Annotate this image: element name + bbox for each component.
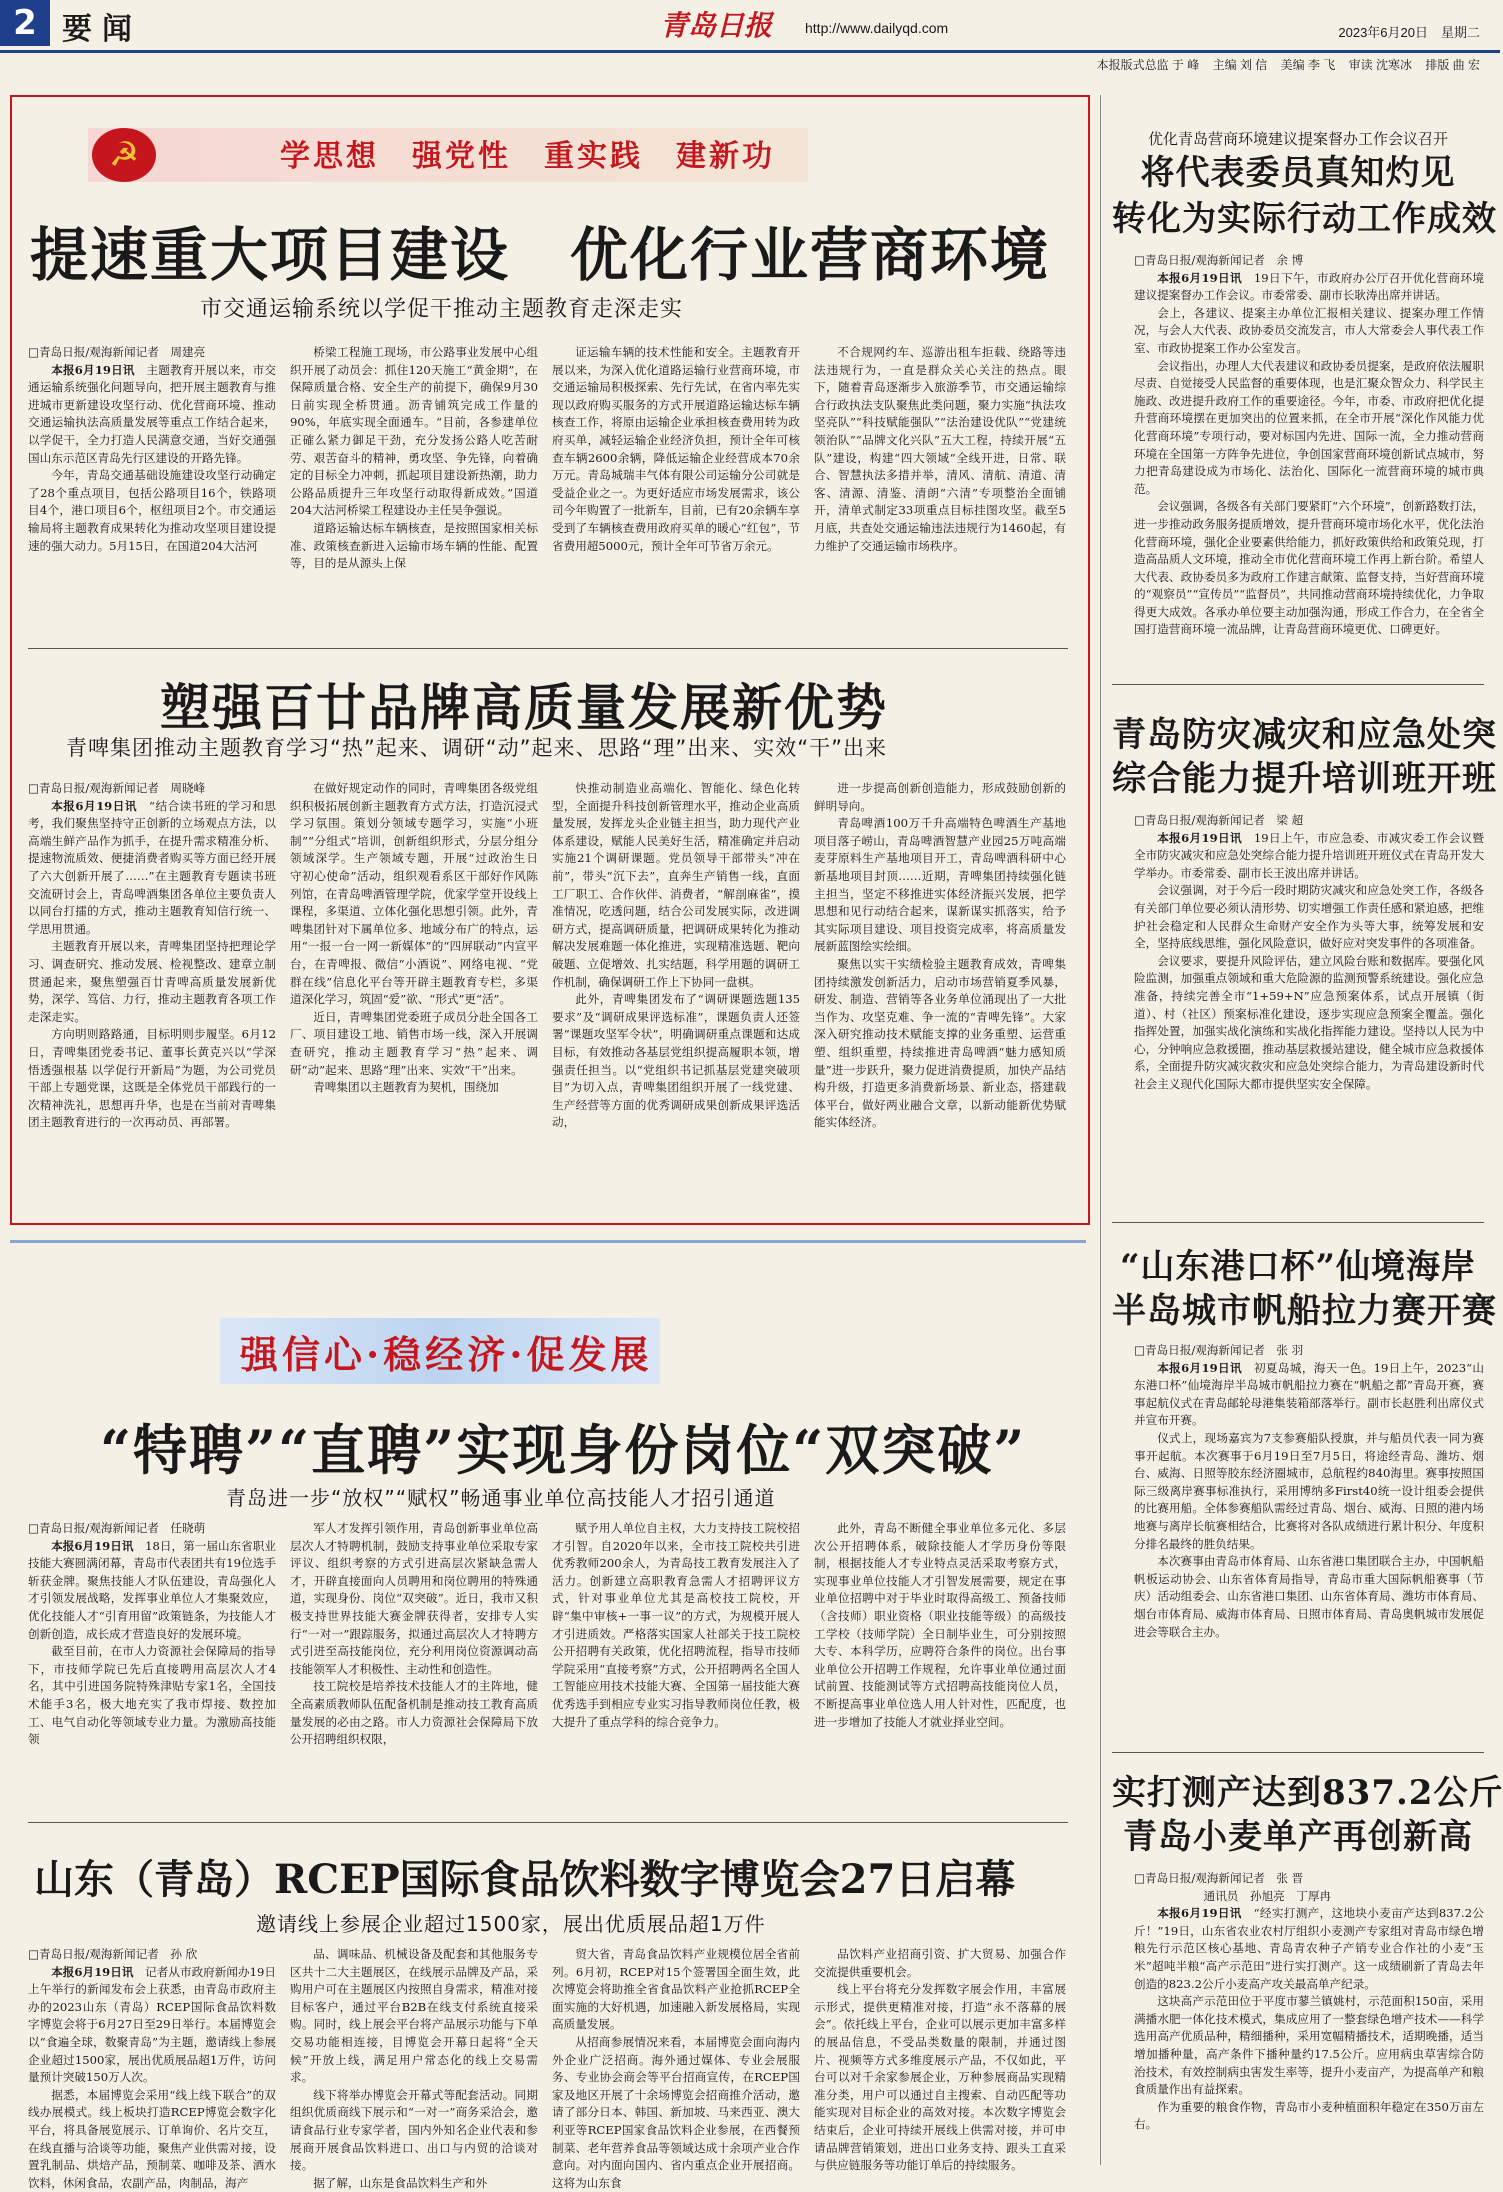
article1-col4 [814, 344, 1066, 630]
article2-headline: 塑强百廿品牌高质量发展新优势 [160, 678, 888, 737]
paragraph: 本报6月19日讯 主题教育开展以来，市交通运输系统强化问题导向，把开展主题教育与推进城市更新建设攻坚行动、优化营商环境、推动交通运输执法高质量发展等重点工作结合起来，以学促干，全力打造人民满意交通，当好交通强国山东示范区青岛先行区建设的开路先锋。 [28, 362, 276, 465]
article-text [814, 1946, 1066, 2175]
divider [28, 1822, 1068, 1823]
paragraph: 本报6月19日讯 初夏岛城，海天一色。19日上午，2023“山东港口杯”仙境海岸半岛城市帆船拉力赛在“帆船之都”青岛开赛，赛事起航仪式在青岛邮轮母港集装箱部落举行。副市长赵胜利出席仪式并宣布开赛。 [1134, 1360, 1485, 1428]
article-text [1134, 830, 1484, 1094]
article-text [1134, 270, 1484, 639]
article-text [28, 362, 276, 556]
article2-subtitle: 青啤集团推动主题教育学习“热”起来、调研“动”起来、思路“理”出来、实效“干”出来 [66, 736, 888, 760]
article-text [552, 780, 800, 1132]
article3-col1 [28, 1520, 276, 1802]
article-text [290, 780, 550, 1097]
paragraph: 方向明则路路通，目标明则步履坚。6月12日，青啤集团党委书记、董事长黄克兴以“学深悟透强根基 以学促行开新局”为题，为公司党员干部上专题党课，这既是全体党员干部践行的一次精神洗礼，思想再升华，也是在当前对青啤集团主题教育进行的一次再动员、再部署。 [28, 1027, 276, 1130]
article-text [1134, 1360, 1484, 1642]
paragraph: 会议指出，办理人大代表建议和政协委员提案，是政府依法履职尽责、自觉接受人民监督的重要体现，也是汇聚众智众力、科学民主施政、改进提升政府工作的重要途径。今年，市委、市政府把优化提升营商环境摆在更加突出的位置来抓，在全市开展“深化作风能力优化营商环境”专项行动，要对标国内先进、国际一流，全力推动营商环境在全国第一方阵争先进位，争创国家营商环境创新试点城市，努力把青岛建设成为市场化、法治化、国际化一流营商环境的城市典范。 [1134, 358, 1484, 496]
article-text [814, 344, 1066, 555]
paragraph: 这块高产示范田位于平度市蓼兰镇姚村，示范面积150亩，采用满播水肥一体化技术模式，集成应用了一整套绿色增产技术——科学选用高产优质品种，精细播种，采用宽幅精播技术，适期晚播，适当增加播种量，高产条件下播种量约17.5公斤。应用病虫草害综合防治技术，有效控制病虫害发生率等，提升小麦亩产，为提高单产和粮食质量作出有益探索。 [1134, 1994, 1484, 2097]
article4-col4 [814, 1946, 1066, 2173]
paragraph: 会议要求，要提升风险评估，建立风险台账和数据库。要强化风险监测，加强重点领域和重大危险源的监测预警系统建设。强化应急准备，持续完善全市“1+59+N”应急预案体系，试点开展镇（街道）、村（社区）预案标准化建设，逐步实现应急预案全覆盖。强化指挥处置，加强实战化演练和实战化指挥能力建设。坚持以人民为中心，分钟响应急救援圈，推动基层救援站建设，健全城市应急救援体系，全面提升防灾减灾救灾和应急处突综合能力，为青岛建设新时代社会主义现代化国际大都市提供坚实安全保障。 [1134, 953, 1484, 1091]
article-text [28, 1538, 276, 1749]
article3-col4 [814, 1520, 1066, 1802]
byline: □青岛日报/观海新闻记者 余 博 [1134, 253, 1304, 267]
right4-headline-line1: 实打测产达到837.2公斤 [1112, 1773, 1503, 1813]
right3-headline-line2: 半岛城市帆船拉力赛开赛 [1112, 1291, 1497, 1331]
article4-headline: 山东（青岛）RCEP国际食品饮料数字博览会27日启幕 [34, 1856, 1016, 1903]
paragraph: 主题教育开展以来，青啤集团坚持把理论学习、调查研究、推动发展、检视整改、建章立制贯通起来，聚焦塑强百廿青啤高质量发展新优势，深学、笃信、力行，推动主题教育各项工作走深走实。 [28, 939, 276, 1024]
credits [1087, 56, 1480, 73]
byline: □青岛日报/观海新闻记者 孙 欣 [28, 1947, 198, 1961]
column-rule [1100, 95, 1101, 2165]
right2-headline-line2: 综合能力提升培训班开班 [1112, 759, 1497, 799]
paragraph: 今年，青岛交通基础设施建设攻坚行动确定了28个重点项目，包括公路项目16个，铁路项目4个，港口项目6个，枢纽项目2个。市交通运输局将主题教育成果转化为推动攻坚项目建设提速的强大动力。5月15日，在国道204大沽河 [28, 468, 276, 553]
right1-headline-line1: 将代表委员真知灼见 [1140, 153, 1456, 193]
paragraph: 青岛啤酒100万千升高端特色啤酒生产基地项目落子崂山，青岛啤酒智慧产业园25万吨高端麦芽原料生产基地项目开工，青岛啤酒科研中心新基地项目封顶……近期，青啤集团持续强化链主担当，坚定不移推进实体经济振兴发展，把学思想和见行动结合起来，谋新谋实抓落实，给予其实际项目建设、项目投资完成率，将高质量发展新蓝图绘实绘细。 [814, 816, 1066, 954]
right3-body [1134, 1342, 1484, 1742]
article4-col2 [290, 1946, 538, 2190]
article-text [552, 1946, 800, 2192]
paragraph: 本报6月19日讯 “结合读书班的学习和思考，我们聚焦坚持守正创新的立场观点方法，以高端生鲜产品作为抓手，在提升需求精准分析、提速物流质效、便捷消费者购买等方面已经开展了六大创新开展了……”在主题教育专题读书班交流研讨会上，青岛啤酒集团各单位主要负责人以同台打擂的方式，推动主题教育知信行统一、学思用贯通。 [28, 798, 277, 936]
paragraph: 军人才发挥引领作用，青岛创新事业单位高层次人才特聘机制，鼓励支持事业单位采取专家评议、组织考察的方式引进高层次紧缺急需人才，开辟直接面向人员聘用和岗位聘用的特殊通道，实现身份、岗位“双突破”。近日，我市又积极支持世界技能大赛金牌获得者，安排专人实行“一对一”跟踪服务，拟通过高层次人才特聘方式引进至高技能岗位，充分利用岗位资源调动高技能领军人才积极性、主动性和创造性。 [290, 1521, 538, 1676]
article4-subtitle: 邀请线上参展企业超过1500家，展出优质展品超1万件 [256, 1912, 766, 1936]
article2-col1 [28, 780, 276, 1205]
article1-col2 [290, 344, 538, 630]
article1-headline: 提速重大项目建设 优化行业营商环境 [30, 221, 1051, 289]
article3-col2 [290, 1520, 538, 1802]
paragraph: 快推动制造业高端化、智能化、绿色化转型，全面提升科技创新管理水平，推动企业高质量发展，发挥龙头企业链主担当，助力现代产业体系建设，赋能人民美好生活，精准确定并启动实施21个调研课题。党员领导干部带头“冲在前”，带头“沉下去”，直奔生产销售一线，直面工厂职工、合作伙伴、消费者，“解剖麻雀”，摸准情况，吃透问题，结合公司发展实际，改进调研方式，提高调研质量，把调研成果转化为推动解决发展难题一体化推进，实现精准选题、靶向破题、立促增效、扎实结题，科学用题的调研工作机制，确保调研工作上下协同一盘棋。 [552, 781, 800, 989]
divider [10, 1240, 1086, 1243]
article1-subtitle: 市交通运输系统以学促干推动主题教育走深走实 [200, 297, 684, 322]
paragraph: 贸大省，青岛食品饮料产业规模位居全省前列。6月初，RCEP对15个签署国全面生效，此次博览会将助推全省食品饮料产业抢抓RCEP全面实施的大好机遇，加速融入新发展格局，实现高质量发展。 [552, 1947, 800, 2032]
article3-subtitle: 青岛进一步“放权”“赋权”畅通事业单位高技能人才招引通道 [226, 1486, 776, 1510]
article2-col3 [552, 780, 800, 1205]
paragraph: 会议强调，对于今后一段时期防灾减灾和应急处突工作，各级各有关部门单位要必须认清形势、切实增强工作责任感和紧迫感，把维护社会稳定和人民群众生命财产安全作为头等大事，统筹发展和安全，坚持底线思维，强化风险意识，做好应对突发事件的各项准备。 [1134, 883, 1484, 951]
party-emblem-icon: ☭ [92, 128, 156, 182]
divider [28, 648, 1068, 649]
article4-col1 [28, 1946, 276, 2190]
paragraph: 本报6月19日讯 “经实打测产，这地块小麦亩产达到837.2公斤！”19日，山东省农业农村厅组织小麦测产专家组对青岛市绿色增粮先行示范区核心基地、青岛青农种子产销专业合作社的小麦“玉米”超吨半粮“高产示范田”进行实打测产。这一成绩刷新了青岛去年创造的823.2公斤小麦高产攻关最高单产纪录。 [1134, 1906, 1484, 1991]
credit: 排版 曲 宏 [1425, 58, 1480, 72]
newspaper-logo: 青岛日报 [660, 9, 773, 42]
divider [1112, 1222, 1484, 1223]
right2-headline-line1: 青岛防灾减灾和应急处突 [1112, 715, 1497, 755]
article3-headline: “特聘”“直聘”实现身份岗位“双突破” [100, 1418, 1027, 1482]
paragraph: 聚焦以实干实绩检验主题教育成效，青啤集团持续激发创新活力，启动市场营销夏季风暴，研发、制造、营销等各业务单位涌现出了一大批当作为、攻坚克难、争一流的“青啤先锋”。大家深入研究推动技术赋能支撑的业务重塑、运营重塑、组织重塑，持续推进青岛啤酒“魅力感知质量”进一步跃升，聚力促进消费提质，加快产品结构升级，打造更多消费新场景、新业态，搭建载体平台，做好两业融合文章，以新动能新优势赋能实体经济。 [814, 956, 1066, 1130]
byline: □青岛日报/观海新闻记者 梁 超 [1134, 813, 1304, 827]
article-text [290, 1520, 538, 1749]
article1-col3 [552, 344, 800, 630]
topic-banner-text: 学思想 强党性 重实践 建新功 [280, 139, 775, 174]
paragraph: 技工院校是培养技术技能人才的主阵地，健全高素质教师队伍配备机制是推动技工教育高质量发展的必由之路。市人力资源社会保障局下放公开招聘组织权限， [290, 1679, 538, 1747]
credit: 主编 刘 信 [1212, 58, 1268, 72]
paragraph: 仪式上，现场嘉宾为7支参赛船队授旗，并与船员代表一同为赛事开起航。本次赛事于6月19日至7月5日，将途经青岛、潍坊、烟台、威海、日照等胶东经济圈城市，总航程约840海里。赛事按照国际三级离岸赛事标准执行，采用博纳多First40统一设计组委会提供的比赛用船。全体参赛船队需经过青岛、烟台、威海、日照的港内场地赛与离岸长航赛相结合，比赛将对各队成绩进行累计积分、年度积分排名最终的胜负结果。 [1134, 1430, 1484, 1551]
website-url[interactable]: http://www.dailyqd.com [805, 20, 949, 36]
paragraph: 在做好规定动作的同时，青啤集团各级党组织积极拓展创新主题教育方式方法，打造沉浸式学习氛围。策划分领域专题学习，实施“小班制”“分组式”培训，创新组织形式，分层分组分领域深学。生产领域专题，开展“过政治生日 守初心使命”活动，组织观看系区干部好作风陈列馆，在青岛啤酒管理学院，优家学堂开设线上课程，多渠道、立体化强化思想引领。此外，青啤集团针对下属单位多、地域分布广的特点，运用“一报一台一网一新媒体”的“四屏联动”内宣平台，在青啤报、微信“小酒说”、网络电视、“党群在线”信息化平台等开辟主题教育专栏，多渠道深化学习，筑固“爱”欲、“形式”更“活”。 [290, 781, 550, 1007]
paragraph: 会议强调，各级各有关部门要紧盯“六个环境”，创新路数打法，进一步推动政务服务提质增效，提升营商环境市场化水平，优化法治化营商环境，强化企业要素供给能力，抓好政策供给和政策兑现，打造高品质人文环境，推动全市优化营商环境工作再上新台阶。希望人大代表、政协委员多为政府工作建言献策、监督支持，当好营商环境的“观察员”“宣传员”“监督员”，共同推动营商环境持续优化，力争取得更大成效。各承办单位要主动加强沟通，形成工作合力，在全省全国打造营商环境一流品牌，让青岛营商环境更优、口碑更好。 [1134, 499, 1484, 637]
paragraph: 证运输车辆的技术性能和安全。主题教育开展以来，为深入优化道路运输行业营商环境，市交通运输局积极探索、先行先试，在省内率先实现以政府购买服务的方式开展道路运输达标车辆核查工作，将原由运输企业承担核查费用转为政府买单，减轻运输企业经济负担，预计全年可核查车辆2600余辆，降低运输企业经营成本70余万元。青岛城瑞丰气体有限公司运输分公司就是受益企业之一。为更好适应市场发展需求，该公司今年购置了一批新车，目前，已有20余辆车享受到了车辆核查费用政府买单的暖心“红包”，节省费用超5000元，预计全年可节省万余元。 [552, 345, 800, 553]
byline: □青岛日报/观海新闻记者 任晓萌 [28, 1521, 206, 1535]
paragraph: 道路运输达标车辆核查，是按照国家相关标准、政策核查新进入运输市场车辆的性能、配置等，目的是从源头上保 [290, 520, 538, 571]
paragraph: 截至目前，在市人力资源社会保障局的指导下，市技师学院已先后直接聘用高层次人才4名，其中引进国务院特殊津贴专家1名，全国技术能手3名，极大地充实了我市焊接、数控加工、电气自动化等领域专业力量。为激励高技能领 [28, 1644, 276, 1747]
right4-headline-line2: 青岛小麦单产再创新高 [1123, 1817, 1473, 1857]
paragraph: 据了解，山东是食品饮料生产和外 [313, 2175, 488, 2190]
right3-headline-line1: “山东港口杯”仙境海岸 [1119, 1247, 1477, 1287]
paragraph: 此外，青啤集团发布了“调研课题选题135要求”及“调研成果评选标准”，课题负责人还签署“课题攻坚军令状”，明确调研重点课题和达成目标，有效推动各基层党组织提高履职本领，增强责任担当。以“党组织书记抓基层党建突破项目”为切入点，青啤集团组织开展了一线党建、生产经营等方面的优秀调研成果创新成果评选活动， [552, 992, 800, 1130]
article-text [28, 1964, 276, 2192]
article-text [552, 344, 800, 555]
article-text [1134, 1905, 1484, 2134]
article-text [290, 344, 538, 573]
article1-col1 [28, 344, 276, 630]
right4-body [1134, 1870, 1484, 2166]
page-number: 2 [0, 0, 50, 46]
paragraph: 本报6月19日讯 18日，第一届山东省职业技能大赛圆满闭幕，青岛市代表团共有19位选手斩获金牌。聚焦技能人才队伍建设，青岛强化人才引领发展战略，发挥事业单位人才集聚效应，优化技能人才“引育用留”政策链条，为技能人才创新创造，成长成才营造良好的发展环境。 [28, 1538, 276, 1641]
theme-banner-text: 强信心·稳经济·促发展 [240, 1332, 653, 1377]
paragraph: 本报6月19日讯 19日下午，市政府办公厅召开优化营商环境建议提案督办工作会议。市委常委、副市长耿涛出席并讲话。 [1134, 270, 1484, 303]
paragraph: 本报6月19日讯 19日上午，市应急委、市减灾委工作会议暨全市防灾减灾和应急处突综合能力提升培训班开班仪式在青岛开发大学举办。市委常委、副市长王波出席并讲话。 [1134, 830, 1484, 880]
divider [1112, 1752, 1484, 1753]
paragraph: 从招商参展情况来看，本届博览会面向海内外企业广泛招商。海外通过媒体、专业会展服务、专业协会商会等平台招商宣传，在RCEP国家及地区开展了十余场博览会招商推介活动，邀请了部分日本、韩国、新加坡、马来西亚、澳大利亚等RCEP国家食品饮料企业参展，在西餐预制菜、老年营养食品等领域达成十余项产业合作意向。对内面向国内、省内重点企业开展招商。这将为山东食 [552, 2034, 800, 2190]
paragraph: 青啤集团以主题教育为契机，围绕加 [313, 1080, 499, 1095]
section-title: 要闻 [62, 12, 142, 47]
article-text [814, 780, 1066, 1132]
paragraph: 作为重要的粮食作物，青岛市小麦种植面积年稳定在350万亩左右。 [1134, 2099, 1484, 2132]
byline: □青岛日报/观海新闻记者 张 羽 [1134, 1343, 1304, 1357]
article4-col3 [552, 1946, 800, 2190]
paragraph: 会上，各建议、提案主办单位汇报相关建议、提案办理工作情况，与会人大代表、政协委员交流发言，市人大常委会人事代表工作室、市政协提案工作办公室发言。 [1134, 305, 1484, 355]
credit: 美编 李 飞 [1280, 58, 1336, 72]
paragraph: 此外，青岛不断健全事业单位多元化、多层次公开招聘体系，破除技能人才学历身份等限制，根据技能人才专业特点灵活采取考察方式，实现事业单位技能人才引智发展需要，规定在事业单位招聘中对于毕业时取得高级工、预备技师（含技师）职业资格（职业技能等级）的高级技工学校（技师学院）全日制毕业生，可分别按照大专、本科学历，应聘符合条件的岗位。出台事业单位公开招聘工作规程，允许事业单位通过面试前置、技能测试等方式招聘高技能岗位人员，不断提高事业单位选人用人针对性，匹配度，也进一步增加了技能人才就业择业空间。 [814, 1521, 1066, 1729]
article3-col3 [552, 1520, 800, 1802]
article-text [28, 798, 276, 1132]
divider [1112, 684, 1484, 685]
paragraph: 进一步提高创新创造能力，形成鼓励创新的鲜明导向。 [814, 781, 1066, 813]
right2-body [1134, 812, 1484, 1212]
byline: □青岛日报/观海新闻记者 周晓峰 [28, 781, 206, 795]
right1-headline-line2: 转化为实际行动工作成效 [1112, 199, 1497, 239]
credit: 审读 沈寒冰 [1348, 58, 1412, 72]
issue-date: 2023年6月20日 星期二 [1338, 25, 1480, 40]
byline: □青岛日报/观海新闻记者 周建亮 [28, 345, 206, 359]
credit: 本报版式总监 于 峰 [1096, 58, 1200, 72]
article-text [552, 1520, 800, 1731]
article-text [290, 1946, 538, 2192]
byline-correspondent: 通讯员 孙旭亮 丁厚冉 [1203, 1888, 1332, 1903]
paragraph: 不合规网约车、巡游出租车拒载、绕路等违法违规行为，一直是群众关心关注的热点。眼下，随着青岛逐渐步入旅游季节，市交通运输综合行政执法支队聚焦此类问题，聚力实施“执法攻坚亮队”“科技赋能强队”“法治建设优队”“党建统领治队”“品牌文化兴队”五大工程，持续开展“五队”建设，构建“四大领域”全线开进，日常、联合、智慧执法多措并举，清风、清航、清道、清客、清源、清鉴、清朗“六清”专项整治全面铺开，清单式制定33项重点目标挂图攻坚。截至5月底，共查处交通运输违法违规行为1460起，有力维护了交通运输市场秩序。 [814, 345, 1066, 553]
paragraph: 桥梁工程施工现场，市公路事业发展中心组织开展了动员会：抓住120天施工“黄金期”，在保障质量合格、安全生产的前提下，确保9月30日前实现全桥贯通。沥青铺筑完成工作量的90%，年底实现全面通车。“目前，各参建单位正確么紧力御足干劲，充分发扬公路人吃苦耐劳、艰苦奋斗的精神，勇攻坚、争先锋，向着确定的目标全力冲刺，抓起项目建设新热潮，助力公路品质提升三年攻坚行动取得新成效。”国道204大沽河桥梁工程建设办主任吴争强说。 [290, 345, 538, 518]
paragraph: 线下将举办博览会开幕式等配套活动。同期组织优质商线下展示和“一对一”商务采洽会，邀请食品行业专家学者，国内外知名企业代表和参展商开展食品饮料进口、出口与内贸的洽谈对接。 [290, 2087, 538, 2173]
paragraph: 据悉，本届博览会采用“线上线下联合”的双线办展模式。线上板块打造RCEP博览会数字化平台，将具备展览展示、订单询价、名片交互，在线直播与洽谈等功能，聚焦产业供需对接，设置乳制品、烘焙产品，预制菜、咖啡及茶、酒水饮料，休闲食品，农副产品，肉制品，海产 [28, 2087, 276, 2190]
paragraph: 品饮料产业招商引资、扩大贸易、加强合作交流提供重要机会。 [814, 1947, 1066, 1979]
byline: □青岛日报/观海新闻记者 张 晋 [1134, 1871, 1304, 1885]
header-rule [0, 50, 1500, 53]
article2-col4 [814, 780, 1066, 1205]
right1-overline: 优化青岛营商环境建议提案督办工作会议召开 [1147, 130, 1448, 148]
paragraph: 近日，青啤集团党委班子成员分赴全国各工厂、项目建设工地、销售市场一线，深入开展调查研究，推动主题教育学习“热”起来、调研“动”起来、思路“理”出来、实效“干”出来。 [290, 1009, 538, 1077]
right1-body [1134, 252, 1484, 650]
article-text [814, 1520, 1066, 1731]
paragraph: 本次赛事由青岛市体育局、山东省港口集团联合主办，中国帆船帆板运动协会、山东省体育局指导，青岛市重大国际帆船赛事（节庆）活动组委会、山东省港口集团、山东省体育局、潍坊市体育局、烟台市体育局、威海市体育局、日照市体育局、青岛奥帆城市发展促进会等联合主办。 [1134, 1554, 1484, 1639]
paragraph: 线上平台将充分发挥数字展会作用，丰富展示形式，提供更精准对接，打造“永不落幕的展会”。依托线上平台，企业可以展示更加丰富多样的展品信息，不受品类数量的限制，并通过图片、视频等方式多维度展示产品，不仅如此，平台可以对千余家参展企业，万种参展商品实现精准分类，用户可以通过自主搜索、自动匹配等功能实现对目标企业的高效对接。本次数字博览会结束后，企业可持续开展线上供需对接，并可申请品牌营销策划，进出口业务支持、跟头工直采与供应链服务等功能订单后的持续服务。 [814, 1982, 1066, 2173]
paragraph: 品、调味品、机械设备及配套和其他服务专区共十二大主题展区，在线展示品牌及产品，采购用户可在主题展区内按照自身需求，精准对接目标客户，通过平台B2B在线支付系统直接采购。同时，线上展会平台将产品展示功能与下单交易功能相连接，目博览会开幕日起将“全天候”开放上线，满足用户常态化的线上交易需求。 [290, 1947, 538, 2085]
article2-col2 [290, 780, 550, 1205]
paragraph: 赋予用人单位自主权，大力支持技工院校招才引智。自2020年以来，全市技工院校共引进优秀教师200余人，为青岛技工教育发展注入了活力。创新建立高职教育急需人才招聘评议方式，针对事业单位尤其是高校技工院校，开辟“集中审核+一事一议”的方式，为规模开展人才引进质效。严格落实国家人社部关于技工院校公开招聘有关政策，优化招聘流程，指导市技师学院采用“直接考察”方式，公开招聘两名全国人工智能应用技术技能大赛、全国第一届技能大赛优秀选手到相应专业实习指导教师岗位任教，极大提升了重点学科的综合竞争力。 [552, 1521, 800, 1729]
paragraph: 本报6月19日讯 记者从市政府新闻办19日上午举行的新闻发布会上获悉，由青岛市政府主办的2023山东（青岛）RCEP国际食品饮料数字博览会将于6月27日至29日举行。本届博览会以“食遍全球，数聚青岛”为主题，邀请线上参展企业超过1500家，展出优质展品超1万件，访问量预计突破150万人次。 [28, 1964, 276, 2085]
